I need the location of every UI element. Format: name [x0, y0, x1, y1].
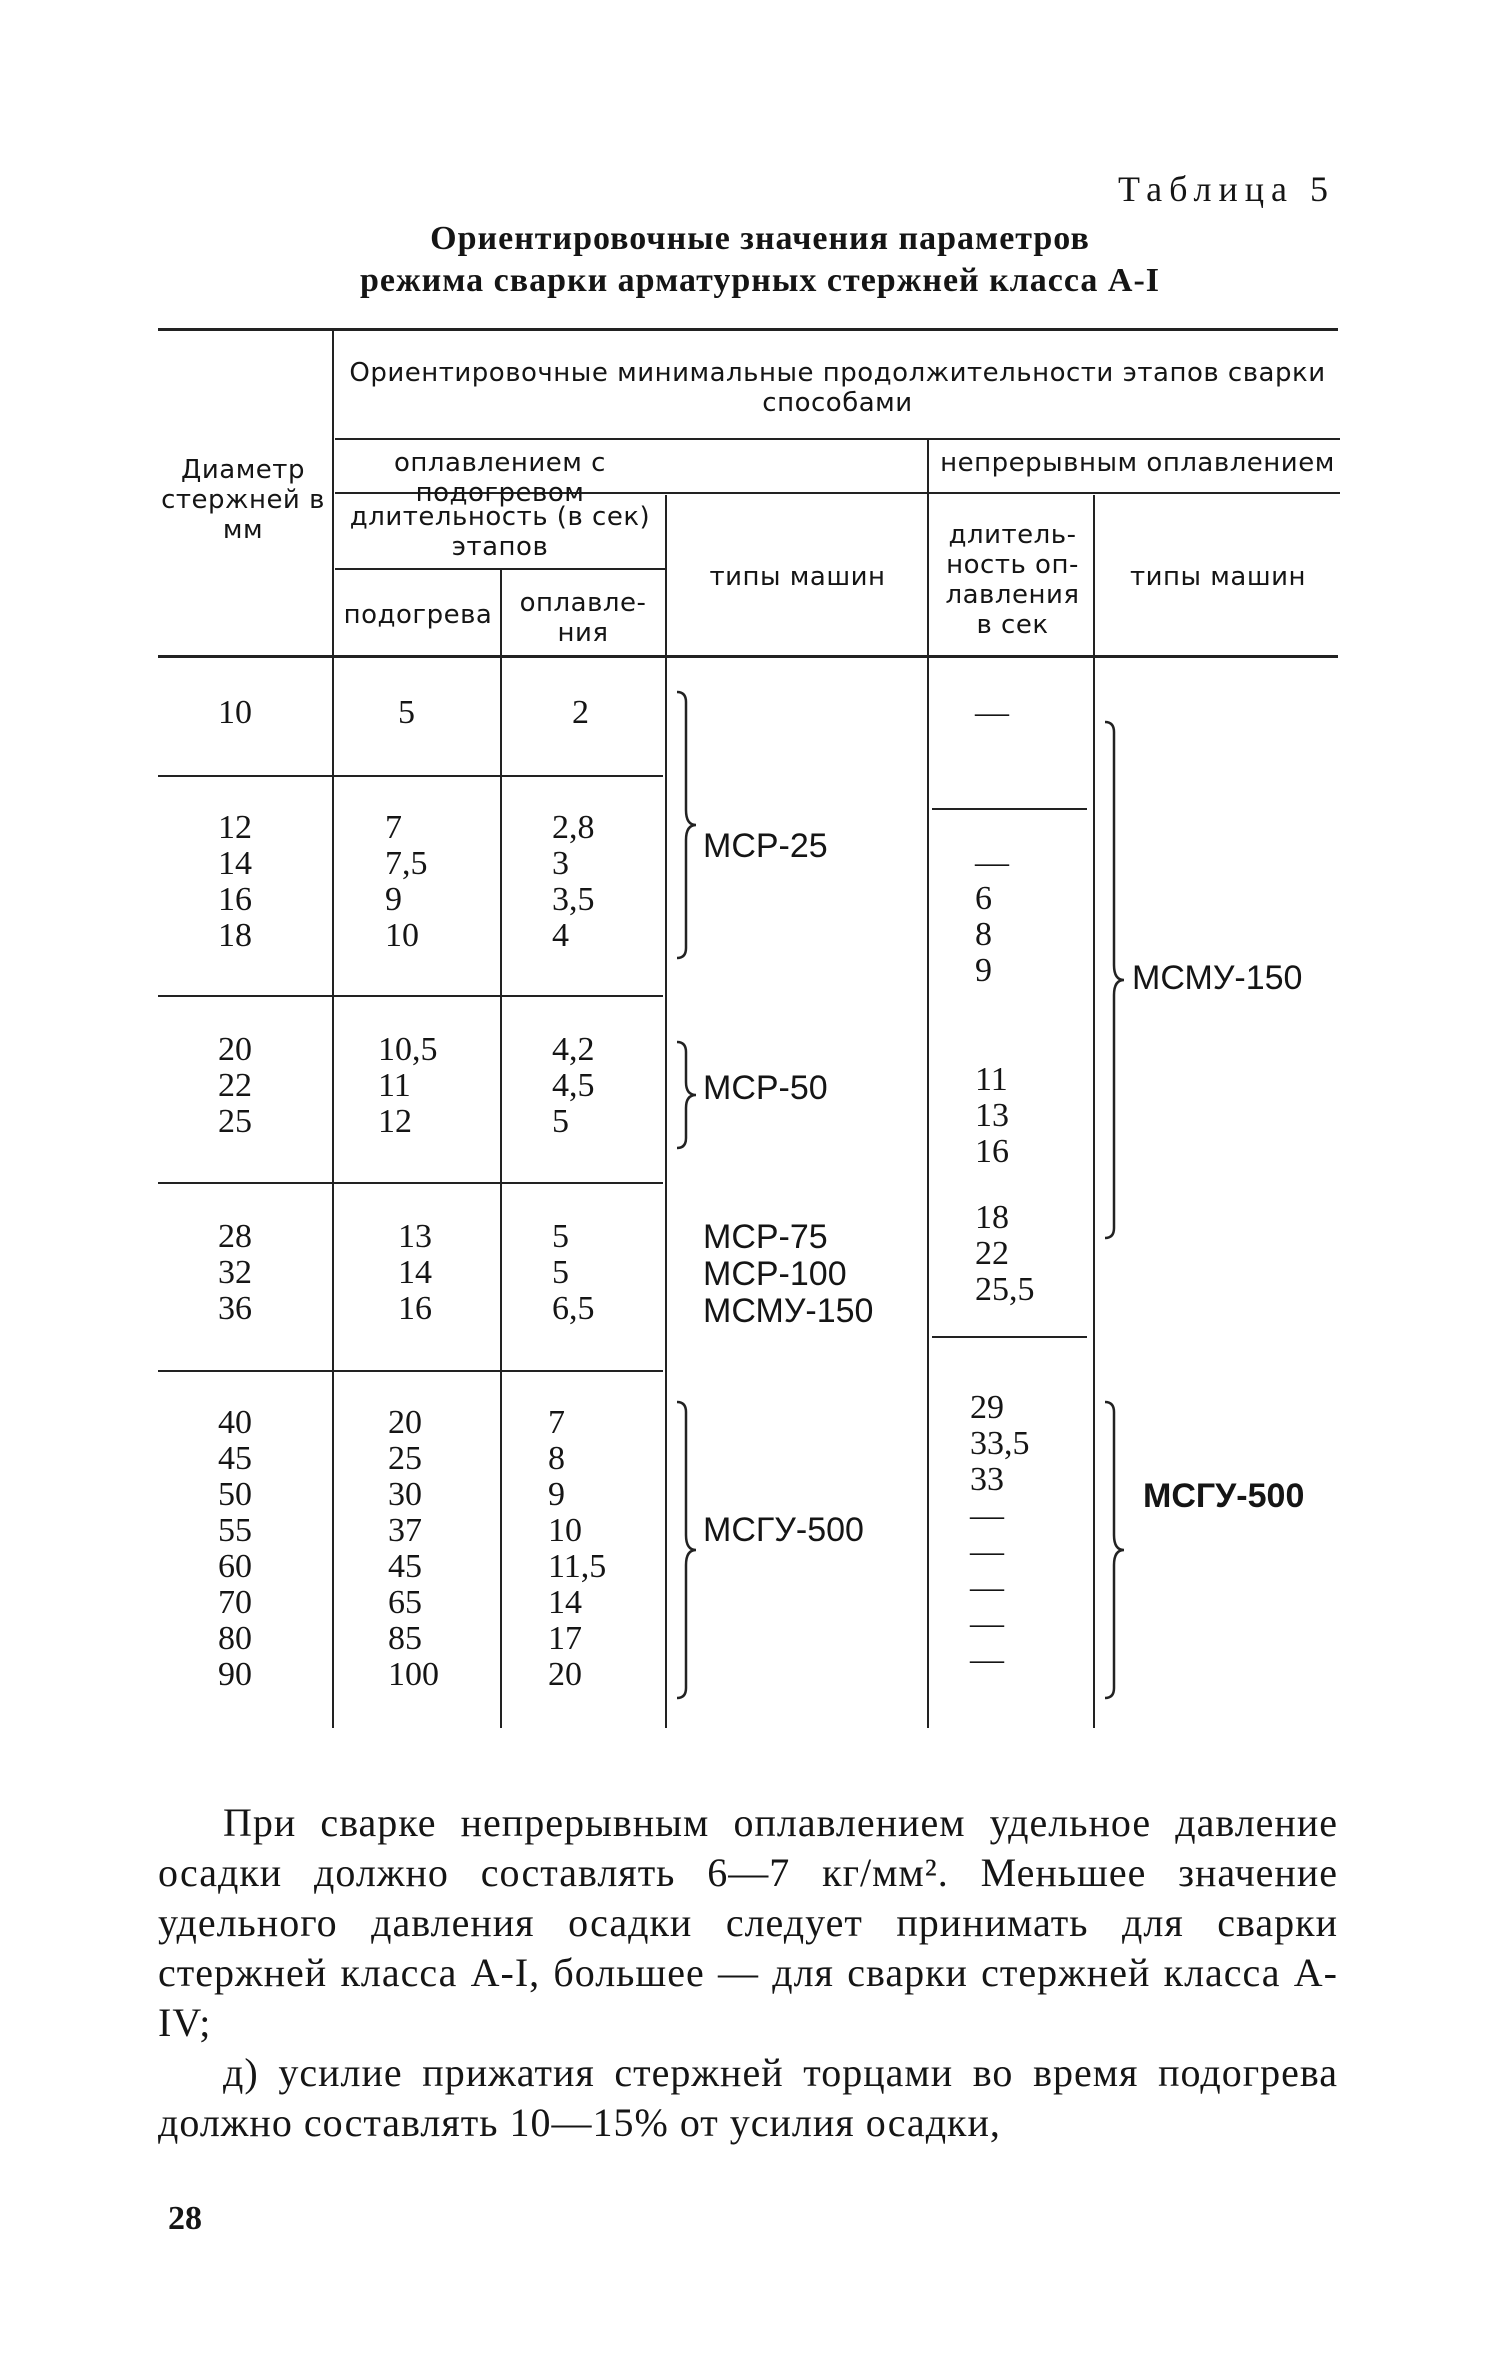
- header-flash-duration: длитель-ность оп-лавления в сек: [945, 520, 1080, 640]
- preheat-group-4: 13 14 16: [398, 1218, 432, 1327]
- header-preheat: подогрева: [343, 600, 493, 630]
- header-group: Ориентировочные минимальные продолжительности этапов сварки способами: [349, 358, 1326, 418]
- header-continuous-method: непрерывным оплавлением: [940, 448, 1335, 478]
- row-rule-2: [158, 995, 663, 997]
- table-title-line2: режима сварки арматурных стержней класса А-I: [359, 262, 1161, 299]
- continuous-group-5: 29 33,5 33 — — — — —: [970, 1389, 1030, 1678]
- header-duration: длительность (в сек) этапов: [349, 502, 651, 562]
- row-rule-3: [158, 1182, 663, 1184]
- header-machines-continuous: типы машин: [1129, 562, 1307, 592]
- preheat-group-2: 7 7,5 9 10: [385, 809, 428, 954]
- diameters-group-2: 12 14 16 18: [218, 809, 252, 954]
- machine-msmu150: МСМУ-150: [1132, 959, 1303, 997]
- machine-msgu500: МСГУ-500: [703, 1511, 864, 1549]
- machine-msgu500-continuous: МСГУ-500: [1143, 1477, 1305, 1515]
- vline-5: [1093, 495, 1095, 1728]
- diameters-group-1: 10: [218, 694, 252, 731]
- paragraph-2: д) усилие прижатия стержней торцами во время подогрева должно составлять 10—15% от усилия осадки,: [158, 2050, 1338, 2145]
- machine-msr50: МСР-50: [703, 1069, 828, 1107]
- row-rule-4: [158, 1370, 663, 1372]
- row-rule-4b: [932, 1336, 1087, 1338]
- preheat-group-3: 10,5 11 12: [378, 1031, 438, 1140]
- header-preheat-method: оплавлением с подогревом: [394, 448, 606, 508]
- vline-2: [500, 570, 502, 1728]
- brace-msr25: [672, 690, 702, 960]
- preheat-group-1: 5: [398, 694, 415, 731]
- page-number: 28: [168, 2200, 202, 2237]
- header-diameter: Диаметр стержней в мм: [161, 455, 325, 545]
- row-rule-1b: [932, 808, 1087, 810]
- flashing-group-2: 2,8 3 3,5 4: [552, 809, 595, 954]
- continuous-group-3: 11 13 16: [975, 1061, 1009, 1170]
- vline-1: [332, 330, 334, 1728]
- vline-4: [927, 440, 929, 1728]
- diameters-group-5: 40 45 50 55 60 70 80 90: [218, 1404, 252, 1693]
- flashing-group-4: 5 5 6,5: [552, 1218, 595, 1327]
- paragraph-1: При сварке непрерывным оплавлением удельное давление осадки должно составлять 6—7 кг/мм². Меньшее значение удельного давления осадки следует принимать для сварки стержней класса A-I, большее — для сварки стержней класса A-IV;: [158, 1800, 1338, 2045]
- brace-msgu500-continuous: [1100, 1400, 1130, 1700]
- header-machines: типы машин: [709, 562, 886, 592]
- table-top-rule: [158, 328, 1338, 331]
- brace-msr50: [672, 1040, 702, 1150]
- continuous-group-1: —: [975, 694, 1009, 731]
- brace-msgu500: [672, 1400, 702, 1700]
- vline-3: [665, 495, 667, 1728]
- header-bottom-rule: [158, 655, 1338, 658]
- machine-msr25: МСР-25: [703, 827, 828, 865]
- flashing-group-3: 4,2 4,5 5: [552, 1031, 595, 1140]
- table-number: Таблица 5: [1118, 169, 1335, 209]
- header-rule-1: [335, 438, 1340, 440]
- diameters-group-3: 20 22 25: [218, 1031, 252, 1140]
- continuous-group-2: — 6 8 9: [975, 844, 1009, 989]
- table-title-line1: Ориентировочные значения параметров: [430, 220, 1090, 257]
- diameters-group-4: 28 32 36: [218, 1218, 252, 1327]
- row-rule-1: [158, 775, 663, 777]
- body-text: [158, 1798, 1338, 2148]
- continuous-group-4: 18 22 25,5: [975, 1199, 1035, 1308]
- flashing-group-1: 2: [572, 694, 589, 731]
- preheat-group-5: 20 25 30 37 45 65 85 100: [388, 1404, 439, 1693]
- brace-msmu150: [1100, 720, 1130, 1240]
- flashing-group-5: 7 8 9 10 11,5 14 17 20: [548, 1404, 607, 1693]
- machines-group-4: МСР-75 МСР-100 МСМУ-150: [703, 1218, 874, 1330]
- header-flashing: оплавле-ния: [519, 588, 647, 648]
